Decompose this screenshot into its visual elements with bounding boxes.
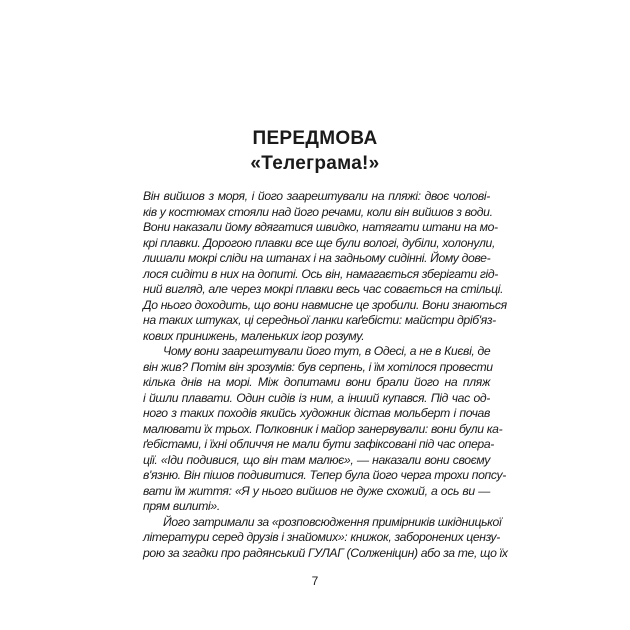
text-line: лося сидіти в них на допиті. Ось він, намагається зберігати гід- [143,266,498,281]
text-line: кових принижень, маленьких ігор розуму. [143,328,365,343]
text-line: крі плавки. Дорогою плавки все ще були вологі, дубіли, холонули, [143,235,495,250]
text-line: ків у костюмах стояли над його речами, коли він вийшов з води. [143,204,493,219]
page-number: 7 [311,574,319,588]
text-line: малювати їх трьох. Полковник і майор занервували: вони були ка- [143,421,503,436]
text-line: ції. «Іди подивися, що він там малює», — наказали вони своєму [143,452,490,467]
text-line: вати їм життя: «Я у нього вийшов не дуже схожий, а ось ви — [143,483,490,498]
text-line: лишали мокрі сліди на штанах і на задньому сидінні. Йому дове- [143,251,491,265]
text-line: Він вийшов з моря, і його заарештували на пляжі: двоє чолові- [143,189,490,203]
text-line: ного з таких походів якийсь художник дістав мольберт і почав [143,406,490,420]
chapter-subheading: «Телеграма!» [250,153,380,174]
text-line: До нього доходить, що вони навмисне це зробили. Вони знаються [143,297,507,312]
text-line: рою за згадки про радянський ГУЛАГ (Солженіцин) або за те, що їх [143,545,508,560]
text-line: в'язню. Він пішов подивитися. Тепер була його черга трохи попсу- [143,468,506,482]
text-line: кілька днів на морі. Між допитами вони брали його на пляж [143,375,490,389]
text-line: Вони наказали йому вдягатися швидко, натягати штани на мо- [143,220,498,234]
chapter-heading: ПЕРЕДМОВА [252,128,378,149]
text-line: він жив? Потім він зрозумів: був серпень, і їм хотілося провести [143,359,493,374]
text-line: ґебістами, і їхні обличчя не мали бути зафіксовані під час опера- [143,437,494,451]
body-text [143,189,508,561]
text-line: літератури серед друзів і знайомих»: книжок, заборонених цензу- [143,530,500,544]
text-line: ний вигляд, але через мокрі плавки весь час совається на стільці. [143,282,504,296]
text-line: прям вилиті». [143,499,220,513]
text-line: і йшли плавати. Один сидів із ним, а інший купався. Під час од- [143,390,490,405]
text-line: Чому вони заарештували його тут, в Одесі, а не в Києві, де [163,344,491,358]
text-line: Його затримали за «розповсюдження примірників шкідницької [163,514,502,529]
text-line: на таких штуках, ці середньої ланки каґебісти: майстри дріб'яз- [143,313,496,327]
